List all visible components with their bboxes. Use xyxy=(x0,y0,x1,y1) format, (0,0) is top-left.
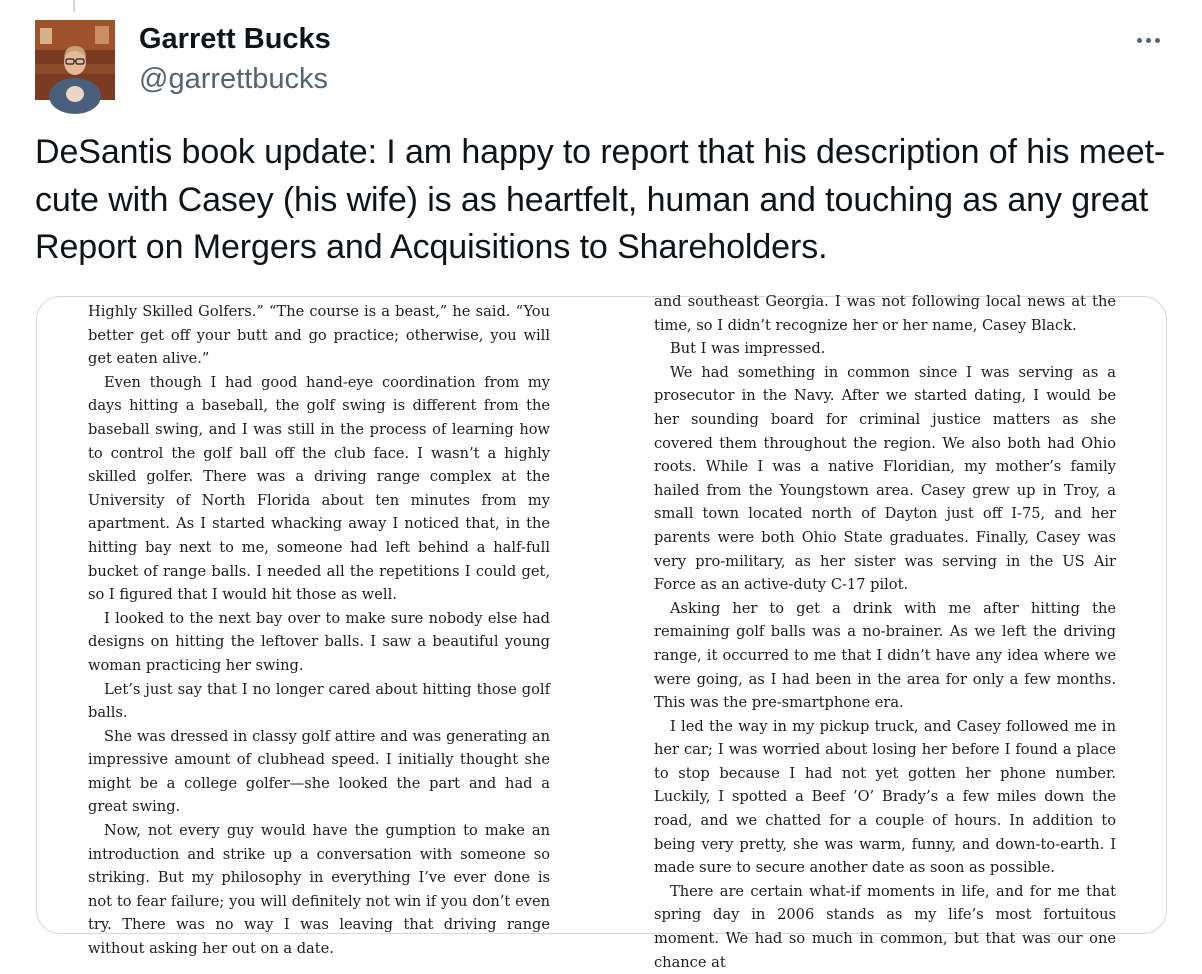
book-paragraph: But I was impressed. xyxy=(670,340,826,358)
book-paragraph: I led the way in my pickup truck, and Casey followed me in her car; I was worried about losing her before I found a place to stop because I had not yet gotten her phone number. Luckily, I spotted a Beef ’O’ Brady’s a few miles down the road, and we chatted for a couple of hours. In addition to being very pretty, she was warm, funny, and down-to-earth. I made sure to secure another date as soon as possible. xyxy=(654,717,1116,877)
tweet-media-image[interactable] xyxy=(36,293,1167,971)
book-page-left xyxy=(88,300,550,958)
book-paragraph: Let’s just say that I no longer cared about hitting those golf balls. xyxy=(88,680,550,722)
book-page-right xyxy=(654,290,1116,971)
book-paragraph: There are certain what-if moments in life, and for me that spring day in 2006 stands as my life’s most fortuitous moment. We had so much in common, but that was our one chance at xyxy=(654,882,1116,971)
book-paragraph: I looked to the next bay over to make sure nobody else had designs on hitting the leftover balls. I saw a beautiful young woman practicing her swing. xyxy=(88,609,550,674)
author-handle[interactable]: @garrettbucks xyxy=(139,63,329,95)
author-display-name[interactable]: Garrett Bucks xyxy=(139,23,331,55)
tweet-text: DeSantis book update: I am happy to report that his description of his meet-cute with Casey (his wife) is as heartfelt, human and touching as any great Report on Mergers and Acquisitions to Shareholders. xyxy=(35,133,1166,266)
user-photo-avatar-icon xyxy=(35,20,115,100)
book-paragraph: She was dressed in classy golf attire and was generating an impressive amount of clubhead speed. I initially thought she might be a college golfer—she looked the part and had a great swing. xyxy=(88,727,550,816)
book-paragraph: and southeast Georgia. I was not following local news at the time, so I didn’t recognize her or her name, Casey Black. xyxy=(654,293,1116,334)
more-options-button[interactable] xyxy=(1128,26,1168,54)
book-paragraph: We had something in common since I was serving as a prosecutor in the Navy. After we started dating, I would be her sounding board for criminal justice matters as she covered them throughout the region. We also both had Ohio roots. While I was a native Floridian, my mother’s family hailed from the Youngstown area. Casey grew up in Troy, a small town located north of Dayton just off I-75, and her parents were both Ohio State graduates. Finally, Casey was very pro-military, as her sister was serving in the US Air Force as an active-duty C-17 pilot. xyxy=(654,363,1116,594)
author-info xyxy=(139,20,331,98)
book-paragraph: Asking her to get a drink with me after hitting the remaining golf balls was a no-brainer. As we left the driving range, it occurred to me that I didn’t have any idea where we were going, as I had been in the area for only a few months. This was the pre-smartphone era. xyxy=(654,599,1116,712)
book-paragraph: Now, not every guy would have the gumption to make an introduction and strike up a conversation with someone so striking. But my philosophy in everything I’ve ever done is not to fear failure; you will definitely not win if you don’t even try. There was no way I was leaving that driving range without asking her out on a date. xyxy=(88,822,550,958)
more-horizontal-icon xyxy=(1137,38,1142,43)
author-avatar[interactable] xyxy=(35,20,115,100)
book-paragraph: Even though I had good hand-eye coordination from my days hitting a baseball, the golf swing is different from the baseball swing, and I was still in the process of learning how to control the golf ball off the club face. I wasn’t a highly skilled golfer. There was a driving range complex at the University of North Florida about ten minutes from my apartment. As I started whacking away I noticed that, in the hitting bay next to me, someone had left behind a half-full bucket of range balls. I needed all the repetitions I could get, so I figured that I would hit those as well. xyxy=(88,373,550,604)
book-paragraph: Highly Skilled Golfers.” “The course is a beast,” he said. “You better get off your butt and go practice; otherwise, you will get eaten alive.” xyxy=(88,303,550,368)
